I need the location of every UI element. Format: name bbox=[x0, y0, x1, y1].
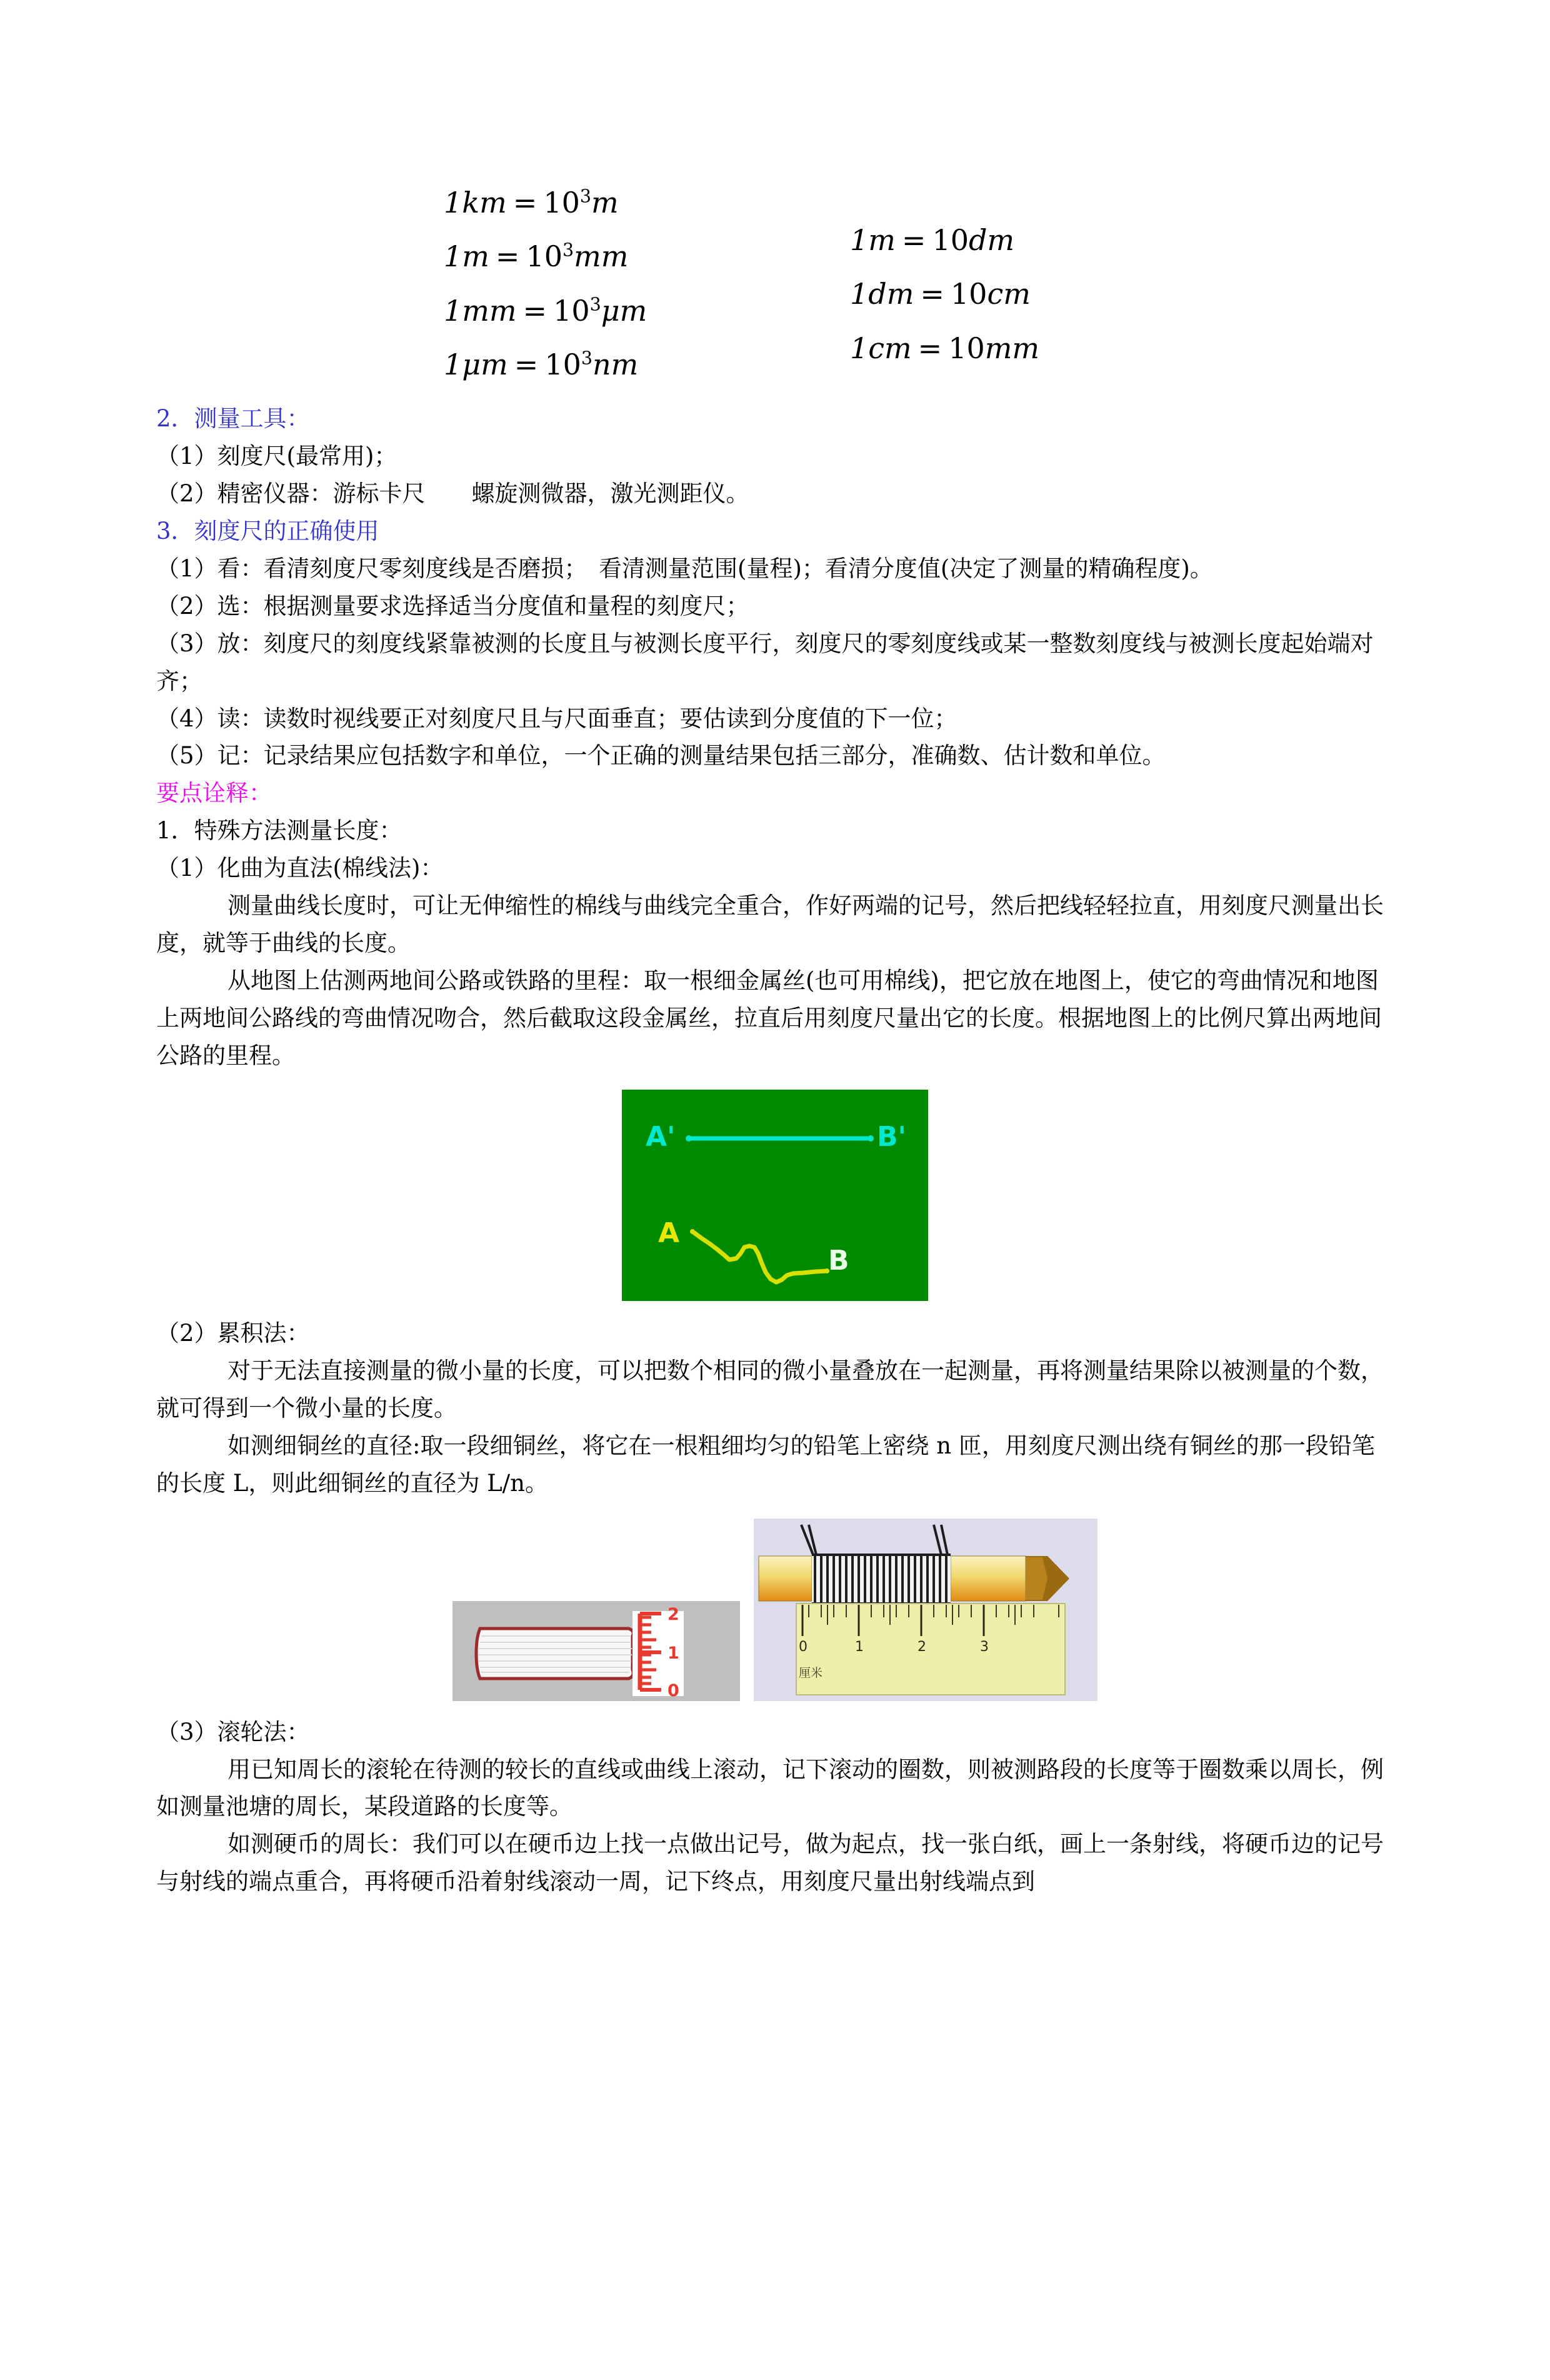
formula-base: 10 bbox=[950, 277, 988, 311]
formula-row bbox=[444, 239, 647, 274]
book-ruler-tick-2: 2 bbox=[668, 1604, 679, 1624]
figure-curve-straightening-wrap bbox=[156, 1090, 1394, 1301]
book-ruler-tick-0: 0 bbox=[668, 1680, 679, 1700]
formula-row bbox=[850, 333, 1039, 363]
document-body bbox=[156, 400, 1394, 1900]
section-heading-measuring-tools: 2．测量工具： bbox=[156, 405, 310, 432]
figure-curve-straightening bbox=[622, 1090, 928, 1301]
formula-base: 10 bbox=[544, 347, 581, 381]
formula-base: 10 bbox=[932, 223, 969, 257]
formula-row bbox=[850, 225, 1039, 255]
section-heading-ruler-usage: 3．刻度尺的正确使用 bbox=[156, 517, 379, 545]
pencil-ruler-tick-0: 0 bbox=[799, 1639, 808, 1655]
formula-column-decimal-units bbox=[850, 225, 1039, 387]
section3-item-4: （4）读：读数时视线要正对刻度尺且与尺面垂直；要估读到分度值的下一位； bbox=[156, 705, 958, 732]
equals-sign: = bbox=[514, 347, 539, 381]
label-a-prime: A' bbox=[646, 1120, 676, 1153]
formula-lhs: 1μm bbox=[444, 347, 508, 381]
endpoint-a-prime-dot bbox=[686, 1135, 692, 1142]
formula-row bbox=[850, 279, 1039, 309]
formula-exponent: 3 bbox=[562, 239, 574, 261]
equals-sign: = bbox=[495, 239, 520, 274]
section3-item-2: （2）选：根据测量要求选择适当分度值和量程的刻度尺； bbox=[156, 592, 749, 620]
wavy-curve-path bbox=[692, 1232, 827, 1282]
keypoints-subheading: 1．特殊方法测量长度： bbox=[156, 817, 402, 845]
ruler-minor-ticks bbox=[809, 1605, 1059, 1617]
formula-unit: dm bbox=[968, 223, 1015, 257]
formula-lhs: 1cm bbox=[850, 331, 912, 365]
pencil-left-stub bbox=[759, 1556, 812, 1601]
formula-lhs: 1km bbox=[444, 186, 507, 219]
formula-unit: cm bbox=[987, 277, 1031, 311]
pencil-ruler-tick-1: 1 bbox=[855, 1639, 864, 1655]
formula-base: 10 bbox=[948, 331, 985, 365]
label-a: A bbox=[658, 1217, 680, 1249]
label-b-prime: B' bbox=[877, 1120, 907, 1153]
equals-sign: = bbox=[512, 186, 538, 219]
wire-free-ends bbox=[801, 1525, 948, 1555]
formula-exponent: 3 bbox=[579, 186, 592, 207]
figure-book-graphics bbox=[452, 1601, 740, 1701]
method2-paragraph-2: 如测细铜丝的直径:取一段细铜丝，将它在一根粗细均匀的铅笔上密绕 n 匝，用刻度尺测出绕有铜丝的那一段铅笔的长度 L，则此细铜丝的直径为 L/n。 bbox=[156, 1432, 1375, 1497]
ruler-body bbox=[796, 1604, 1065, 1695]
formula-row bbox=[444, 188, 647, 218]
pencil-right-body bbox=[951, 1556, 1026, 1601]
endpoint-b-prime-dot bbox=[868, 1135, 874, 1142]
section3-item-3: （3）放：刻度尺的刻度线紧靠被测的长度且与被测长度平行，刻度尺的零刻度线或某一整数刻度线与被测长度起始端对齐； bbox=[156, 630, 1374, 695]
figure-accumulation-method-wrap bbox=[156, 1519, 1394, 1701]
formula-base: 10 bbox=[526, 239, 562, 274]
method1-paragraph-1: 测量曲线长度时，可让无伸缩性的棉线与曲线完全重合，作好两端的记号，然后把线轻轻拉直，用刻度尺测量出长度，就等于曲线的长度。 bbox=[156, 892, 1384, 957]
section2-item-2: （2）精密仪器：游标卡尺 螺旋测微器，激光测距仪。 bbox=[156, 480, 749, 507]
formula-exponent: 3 bbox=[589, 294, 601, 315]
formula-unit: μm bbox=[601, 293, 648, 328]
formula-row bbox=[444, 349, 647, 379]
formula-exponent: 3 bbox=[581, 348, 593, 369]
equals-sign: = bbox=[920, 277, 944, 311]
pencil-ruler-tick-2: 2 bbox=[918, 1639, 926, 1655]
equals-sign: = bbox=[522, 293, 548, 328]
equals-sign: = bbox=[901, 223, 926, 257]
formula-lhs: 1m bbox=[850, 223, 896, 257]
label-b: B bbox=[828, 1244, 849, 1277]
ruler-unit-label: 厘米 bbox=[799, 1665, 823, 1680]
method3-title: （3）滚轮法： bbox=[156, 1718, 310, 1745]
method1-paragraph-2: 从地图上估测两地间公路或铁路的里程：取一根细金属丝(也可用棉线)，把它放在地图上，使它的弯曲情况和地图上两地间公路线的弯曲情况吻合，然后截取这段金属丝，拉直后用刻度尺量出它的长度。根据地图上的比例尺算出两地间公路的里程。 bbox=[156, 967, 1382, 1069]
formula-unit: m bbox=[591, 186, 619, 219]
endpoint-a-dot bbox=[690, 1229, 695, 1234]
section3-item-1: （1）看：看清刻度尺零刻度线是否磨损； 看清测量范围(量程)；看清分度值(决定了测量的精确程度)。 bbox=[156, 555, 1213, 582]
formula-unit: mm bbox=[574, 239, 629, 274]
formula-row bbox=[444, 293, 648, 328]
formula-unit: nm bbox=[592, 347, 639, 381]
formula-base: 10 bbox=[543, 186, 580, 219]
method3-paragraph-1: 用已知周长的滚轮在待测的较长的直线或曲线上滚动，记下滚动的圈数，则被测路段的长度等于圈数乘以周长，例如测量池塘的周长，某段道路的长度等。 bbox=[156, 1755, 1384, 1820]
book-ruler-tick-1: 1 bbox=[668, 1643, 679, 1663]
pencil-ruler-tick-3: 3 bbox=[980, 1639, 989, 1655]
method3-paragraph-2: 如测硬币的周长：我们可以在硬币边上找一点做出记号，做为起点，找一张白纸，画上一条射线，将硬币边的记号与射线的端点重合，再将硬币沿着射线滚动一周，记下终点，用刻度尺量出射线端点到 bbox=[156, 1830, 1384, 1895]
figure-wire-wound-pencil bbox=[754, 1519, 1098, 1701]
formula-lhs: 1mm bbox=[444, 293, 517, 328]
section3-item-5: （5）记：记录结果应包括数字和单位，一个正确的测量结果包括三部分，准确数、估计数和单位。 bbox=[156, 742, 1166, 770]
formula-lhs: 1m bbox=[444, 239, 489, 274]
formula-lhs: 1dm bbox=[850, 277, 914, 311]
equals-sign: = bbox=[918, 331, 942, 365]
formula-base: 10 bbox=[553, 293, 590, 328]
method2-paragraph-1: 对于无法直接测量的微小量的长度，可以把数个相同的微小量叠放在一起测量，再将测量结果除以被测量的个数，就可得到一个微小量的长度。 bbox=[156, 1357, 1384, 1422]
document-page bbox=[0, 188, 1550, 2380]
keypoints-heading: 要点诠释： bbox=[156, 780, 272, 807]
method2-title: （2）累积法： bbox=[156, 1319, 310, 1347]
formula-unit: mm bbox=[984, 331, 1039, 365]
formula-column-metric-prefixes bbox=[444, 188, 647, 403]
unit-conversion-formulas bbox=[156, 188, 1394, 400]
method1-title: （1）化曲为直法(棉线法)： bbox=[156, 855, 444, 882]
section2-item-1: （1）刻度尺(最常用)； bbox=[156, 442, 398, 469]
figure-book-stack-ruler bbox=[452, 1601, 740, 1701]
